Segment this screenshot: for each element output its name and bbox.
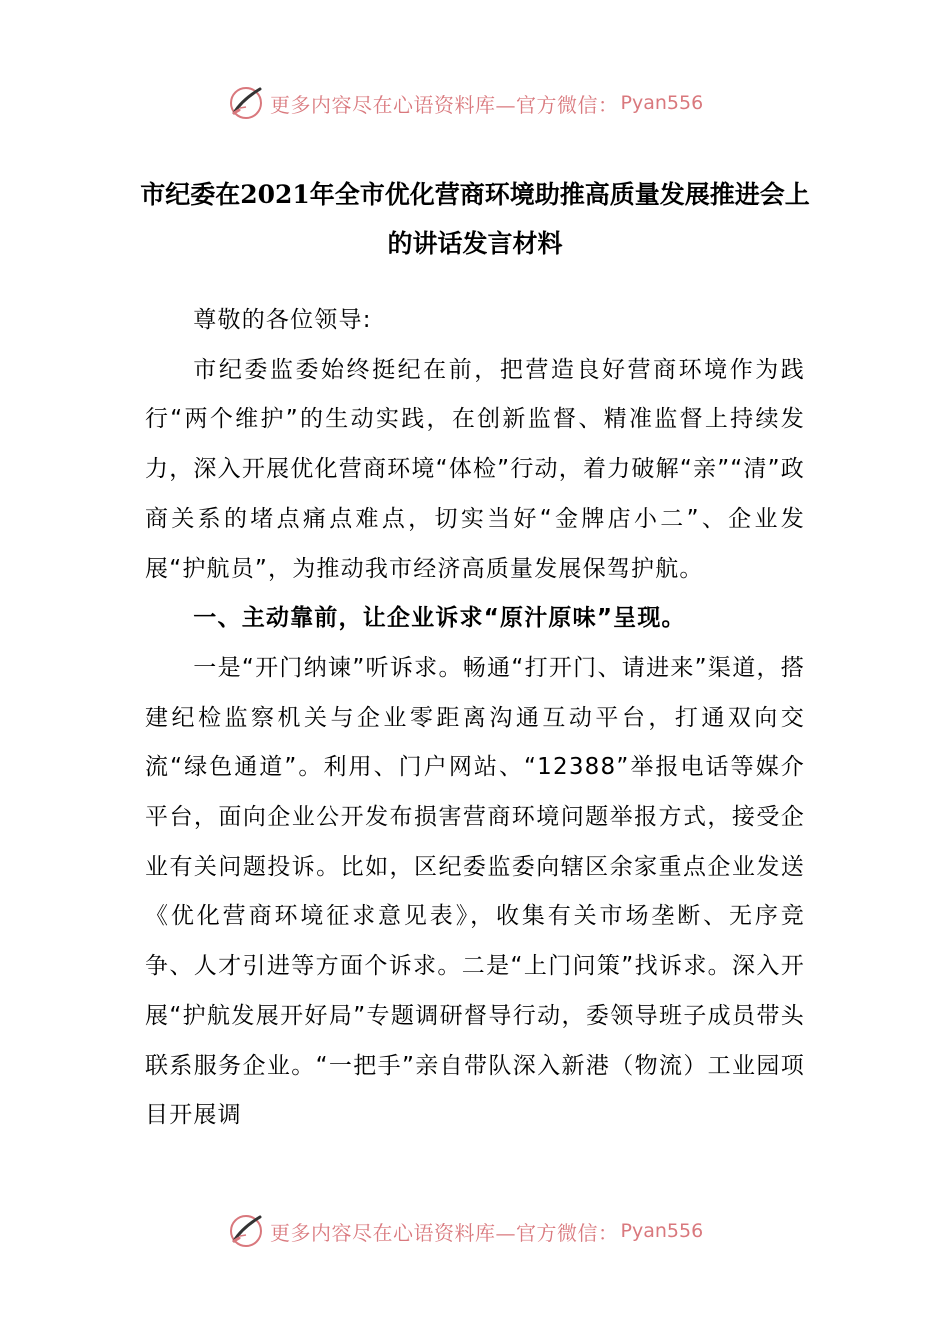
watermark-id: Pyan556 <box>620 1220 704 1242</box>
watermark-text: 更多内容尽在心语资料库—官方微信： <box>270 1220 619 1245</box>
intro-paragraph: 市纪委监委始终挺纪在前，把营造良好营商环境作为践行“两个维护”的生动实践，在创新监督、精准监督上持续发力，深入开展优化营商环境“体检”行动，着力破解“亲”“清”政商关系的堵点痛点难点，切实当好“金牌店小二”、企业发展“护航员”，为推动我市经济高质量发展保驾护航。 <box>145 356 805 582</box>
pen-logo-icon <box>226 83 266 123</box>
section-1-heading: 一、主动靠前，让企业诉求“原汁原味”呈现。 <box>193 605 686 632</box>
document-title: 市纪委在2021年全市优化营商环境助推高质量发展推进会上的讲话发言材料 <box>140 180 810 258</box>
watermark-text: 更多内容尽在心语资料库—官方微信： <box>270 92 619 117</box>
document-body <box>145 296 805 1141</box>
salutation: 尊敬的各位领导: <box>193 307 372 333</box>
section-1-paragraph: 一是“开门纳谏”听诉求。畅通“打开门、请进来”渠道，搭建纪检监察机关与企业零距离沟通互动平台，打通双向交流“绿色通道”。利用、门户网站、“12388”举报电话等媒介平台，面向企业公开发布损害营商环境问题举报方式，接受企业有关问题投诉。比如，区纪委监委向辖区余家重点企业发送《优化营商环境征求意见表》，收集有关市场垄断、无序竞争、人才引进等方面个诉求。二是“上门问策”找诉求。深入开展“护航发展开好局”专题调研督导行动，委领导班子成员带头联系服务企业。“一把手”亲自带队深入新港（物流）工业园项目开展调 <box>145 654 805 1129</box>
watermark-banner-top <box>226 82 746 124</box>
watermark-id: Pyan556 <box>620 92 704 114</box>
watermark-banner-bottom <box>226 1210 746 1252</box>
pen-logo-icon <box>226 1211 266 1251</box>
